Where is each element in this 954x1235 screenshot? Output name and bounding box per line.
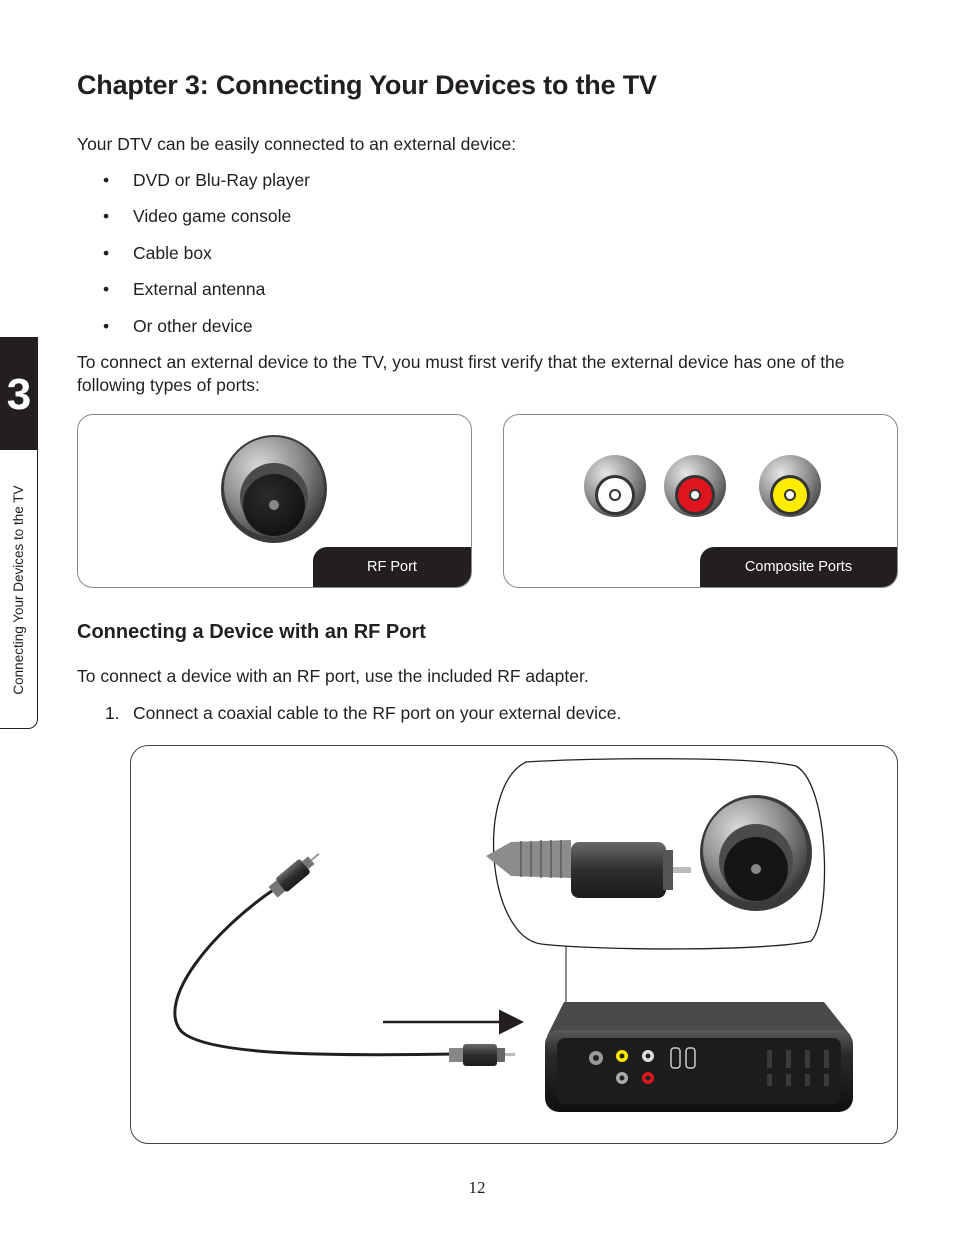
bullet-icon: •	[103, 170, 110, 190]
chapter-tab-number: 3	[6, 370, 32, 419]
chapter-tab-label: Connecting Your Devices to the TV	[11, 485, 26, 695]
coaxial-plug-top-icon	[267, 847, 325, 899]
intro-text: Your DTV can be easily connected to an external device:	[77, 134, 517, 154]
list-item: • Or other device	[103, 315, 253, 336]
page-title: Chapter 3: Connecting Your Devices to the TV	[77, 70, 657, 100]
section-intro: To connect a device with an RF port, use the included RF adapter.	[77, 666, 589, 686]
bullet-icon: •	[103, 279, 110, 300]
bullet-icon: •	[103, 206, 110, 227]
rca-port-yellow-icon	[759, 455, 821, 517]
connection-diagram	[130, 745, 898, 1144]
bullet-icon: •	[103, 242, 110, 263]
step-item	[105, 702, 621, 725]
verify-text: To connect an external device to the TV, you must first verify that the external device has one of the following types of ports:	[77, 352, 845, 395]
coaxial-connection-illustration	[131, 746, 898, 1144]
coaxial-plug-bottom-icon	[449, 1044, 515, 1066]
rf-port-pin-icon	[269, 500, 279, 510]
step-number: 1.	[105, 703, 120, 723]
bullet-icon: •	[103, 315, 110, 336]
device-list	[77, 169, 310, 351]
rf-port-panel	[77, 414, 472, 588]
list-item: • Cable box	[103, 242, 212, 263]
page-number: 12	[468, 1178, 486, 1197]
step-text: Connect a coaxial cable to the RF port on your external device.	[133, 703, 622, 723]
list-item: • DVD or Blu-Ray player	[103, 170, 310, 190]
section-heading: Connecting a Device with an RF Port	[77, 621, 426, 643]
rca-port-white-icon	[584, 455, 646, 517]
list-item: • Video game console	[103, 206, 292, 227]
composite-ports-label: Composite Ports	[700, 547, 897, 587]
list-item: • External antenna	[103, 279, 266, 300]
rca-port-red-icon	[664, 455, 726, 517]
external-device-icon	[545, 1002, 853, 1112]
composite-ports-panel	[503, 414, 898, 588]
rf-port-label: RF Port	[313, 547, 471, 587]
coaxial-cable	[175, 886, 456, 1055]
rf-port-magnified-icon	[700, 795, 812, 911]
